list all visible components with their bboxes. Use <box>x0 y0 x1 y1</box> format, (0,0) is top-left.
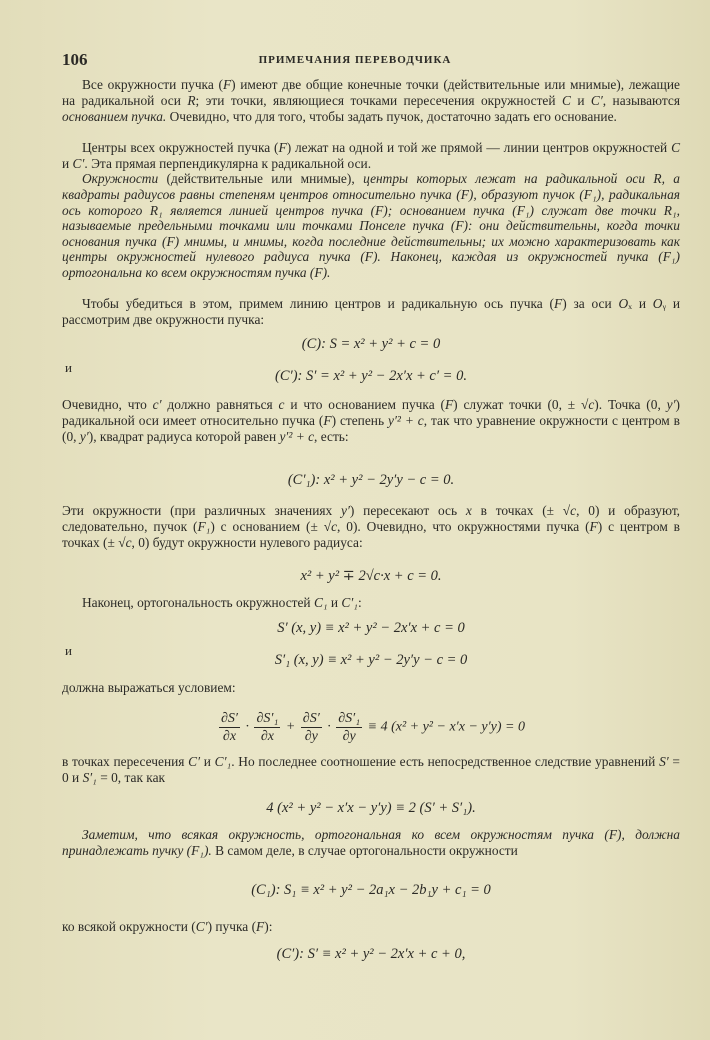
conjunction-and: и <box>65 360 72 375</box>
running-title: ПРИМЕЧАНИЯ ПЕРЕВОДЧИКА <box>258 54 452 66</box>
text: ₓ и <box>628 296 653 312</box>
text: и <box>327 595 342 611</box>
italic-text: S′₁ <box>82 769 97 785</box>
fraction-denominator: ∂y <box>342 729 356 744</box>
text: = 0, так как <box>96 769 166 785</box>
text: ) с основанием (± √ <box>210 518 332 534</box>
text: ) служат точки (0, ± √ <box>453 397 589 413</box>
italic-text: c <box>125 534 132 550</box>
text: должна выражаться условием: <box>62 680 236 696</box>
equation-c1-prime: (C′₁): x² + y² − 2y′y − c = 0. <box>287 472 455 488</box>
equation-s1-prime: S′₁ (x, y) ≡ x² + y² − 2y′y − c = 0 <box>274 652 468 668</box>
conjunction-and: и <box>65 643 72 658</box>
italic-text: O <box>652 296 663 312</box>
equation-c-prime: (C′): S′ = x² + y² − 2x′x + c′ = 0. <box>275 368 467 384</box>
italic-text: F <box>554 296 563 312</box>
italic-text: F <box>589 518 598 534</box>
paragraph-coordinate-setup <box>62 296 680 327</box>
paragraph-consequence <box>62 754 680 785</box>
equation-derivative-condition <box>62 710 680 745</box>
text: ) пучка ( <box>207 919 257 935</box>
italic-text: y′ <box>341 503 350 519</box>
italic-text: C′₁ <box>341 595 358 611</box>
text: ) за оси <box>562 296 619 312</box>
italic-text: C′₁ <box>214 754 232 770</box>
text: . Эта прямая перпендикулярна к радикальной оси. <box>84 155 372 171</box>
text: В самом деле, в случае ортогональности окружности <box>211 842 518 858</box>
paragraph-intersections <box>62 503 680 550</box>
text: ) с центром в точках (± √ <box>62 518 681 550</box>
italic-text: F <box>278 140 287 156</box>
italic-text: C₁ <box>313 595 328 611</box>
italic-text: F <box>444 397 454 413</box>
text: Центры всех окружностей пучка ( <box>82 140 279 156</box>
fraction-numerator: ∂S′ <box>220 711 238 726</box>
text: в точках (± √ <box>471 503 571 519</box>
equation-s-prime: S′ (x, y) ≡ x² + y² − 2x′x + c = 0 <box>277 620 465 636</box>
paragraph-remark <box>62 827 680 858</box>
text: . Но последнее соотношение есть непосредственное следствие уравнений <box>231 754 660 770</box>
text: (действительные или мнимые), <box>158 171 364 187</box>
equation-c-prime-general: (C′): S′ ≡ x² + y² − 2x′x + c + 0, <box>276 946 466 962</box>
text: , есть: <box>314 428 349 444</box>
dot-operator: · <box>327 719 331 735</box>
italic-text: c <box>570 503 577 519</box>
italic-text: Окружности <box>82 171 159 187</box>
paragraph-any-circle <box>62 919 680 935</box>
italic-text: y′² + c <box>388 412 424 428</box>
text: должно равняться <box>161 397 279 413</box>
fraction-denominator: ∂x <box>260 729 274 744</box>
text: ) лежат на одной и той же прямой — линии центров окружностей <box>286 140 672 156</box>
italic-text: F <box>256 919 265 935</box>
italic-text: C′ <box>72 155 85 171</box>
text: и <box>62 155 73 171</box>
italic-text: F₁ <box>197 518 211 534</box>
paragraph-orthogonal-pencil <box>62 171 680 280</box>
equation-identity: 4 (x² + y² − x′x − y′y) ≡ 2 (S′ + S′₁). <box>266 800 476 816</box>
equation-rhs: ≡ 4 (x² + y² − x′x − y′y) = 0 <box>367 719 525 735</box>
italic-text: C′ <box>590 92 603 108</box>
text: ᵧ и рассмотрим две окружности пучка: <box>62 296 680 327</box>
italic-text: x <box>465 503 472 519</box>
fraction-numerator: ∂S′ <box>302 711 320 726</box>
text: : <box>357 595 362 611</box>
italic-text: y′² + c <box>279 428 315 444</box>
text: ), квадрат радиуса которой равен <box>88 428 280 444</box>
text: и <box>570 92 591 108</box>
italic-text: Заметим, что всякая окружность, ортогональная ко всем окружностям пучка (F), должна принадлежать пучку (F₁). <box>62 827 680 858</box>
equation-c1: (C₁): S₁ ≡ x² + y² − 2a₁x − 2b₁y + c₁ = 0 <box>251 882 491 898</box>
fraction-numerator: ∂S′₁ <box>338 711 361 726</box>
italic-text: y′ <box>79 428 89 444</box>
italic-text: c <box>331 518 338 534</box>
plus-operator: + <box>285 719 296 735</box>
fraction-denominator: ∂y <box>304 729 318 744</box>
italic-text: F <box>222 77 232 93</box>
text: Эти окружности (при различных значениях <box>62 503 342 519</box>
text: и <box>200 754 215 770</box>
text: ) степень <box>331 412 388 428</box>
text: = 0 и <box>62 754 680 785</box>
text: , так что уравнение окружности с центром в (0, <box>62 412 680 444</box>
text: и что основанием пучка ( <box>284 397 445 413</box>
paragraph-condition <box>62 680 680 696</box>
equation-zero-radius: x² + y² ∓ 2√c·x + c = 0. <box>300 568 442 584</box>
italic-text: O <box>618 296 629 312</box>
italic-text: F <box>323 412 332 428</box>
italic-text: C′ <box>188 754 201 770</box>
text: , 0) будут окружности нулевого радиуса: <box>131 534 363 550</box>
dot-operator: · <box>245 719 249 735</box>
text: Очевидно, что для того, чтобы задать пучок, достаточно задать его основание. <box>166 108 617 124</box>
text: ) радикальной оси имеет относительно пучка ( <box>62 397 680 428</box>
italic-text: C′ <box>195 919 208 935</box>
text: ). Точка (0, <box>594 397 667 413</box>
text: ): <box>264 919 273 935</box>
italic-text: C <box>561 92 571 108</box>
italic-text: R <box>187 92 196 108</box>
paragraph-pencil-base <box>62 77 680 124</box>
text: Наконец, ортогональность окружностей <box>82 595 314 611</box>
text: в точках пересечения <box>62 754 189 770</box>
text: ко всякой окружности ( <box>62 919 196 935</box>
italic-text: C <box>671 140 680 156</box>
page-number: 106 <box>62 50 88 69</box>
text: , называются <box>602 92 680 108</box>
paragraph-base-points <box>62 397 680 444</box>
text: ) пересекают ось <box>349 503 466 519</box>
text: , 0) и образуют, следовательно, пучок ( <box>62 503 681 534</box>
text: , 0). Очевидно, что окружностями пучка ( <box>337 518 590 534</box>
text: ) имеют две общие конечные точки (действительные или мнимые), лежащие на радикальной оси <box>62 77 680 108</box>
text: ; эти точки, являющиеся точками пересечения окружностей <box>195 92 562 108</box>
text: Очевидно, что <box>62 397 153 413</box>
italic-text: c <box>588 397 595 413</box>
text: Чтобы убедиться в этом, примем линию центров и радикальную ось пучка ( <box>82 296 555 312</box>
italic-text: S′ <box>659 754 669 770</box>
paragraph-orthogonality <box>62 595 680 611</box>
fraction-denominator: ∂x <box>222 729 237 744</box>
italic-text: y′ <box>666 397 676 413</box>
italic-text: c′ <box>152 397 162 413</box>
italic-text: центры которых лежат на радикальной оси R, а квадраты радиусов равны степеням центров относительно пучка (F), образуют пучок (F₁), радикальная ось которого R₁ является линией центров пучка (F); основанием пучка (F₁) служат две точки R₁, называемые предельными точками или точками Понселе пучка (F): они действительны, когда точки основания пучка (F) мнимы, и мнимы, когда последние действительны; их можно характеризовать как центры окружностей нулевого радиуса пучка (F). Наконец, каждая из окружностей пучка (F₁) ортогональна ко всем окружностям пучка (F). <box>62 171 680 280</box>
paragraph-line-of-centers <box>62 140 680 171</box>
fraction-numerator: ∂S′₁ <box>256 711 279 726</box>
italic-text: c <box>278 397 285 413</box>
equation-c: (C): S = x² + y² + c = 0 <box>301 336 441 352</box>
italic-text: основанием пучка. <box>62 108 167 124</box>
text: Все окружности пучка ( <box>82 77 223 93</box>
